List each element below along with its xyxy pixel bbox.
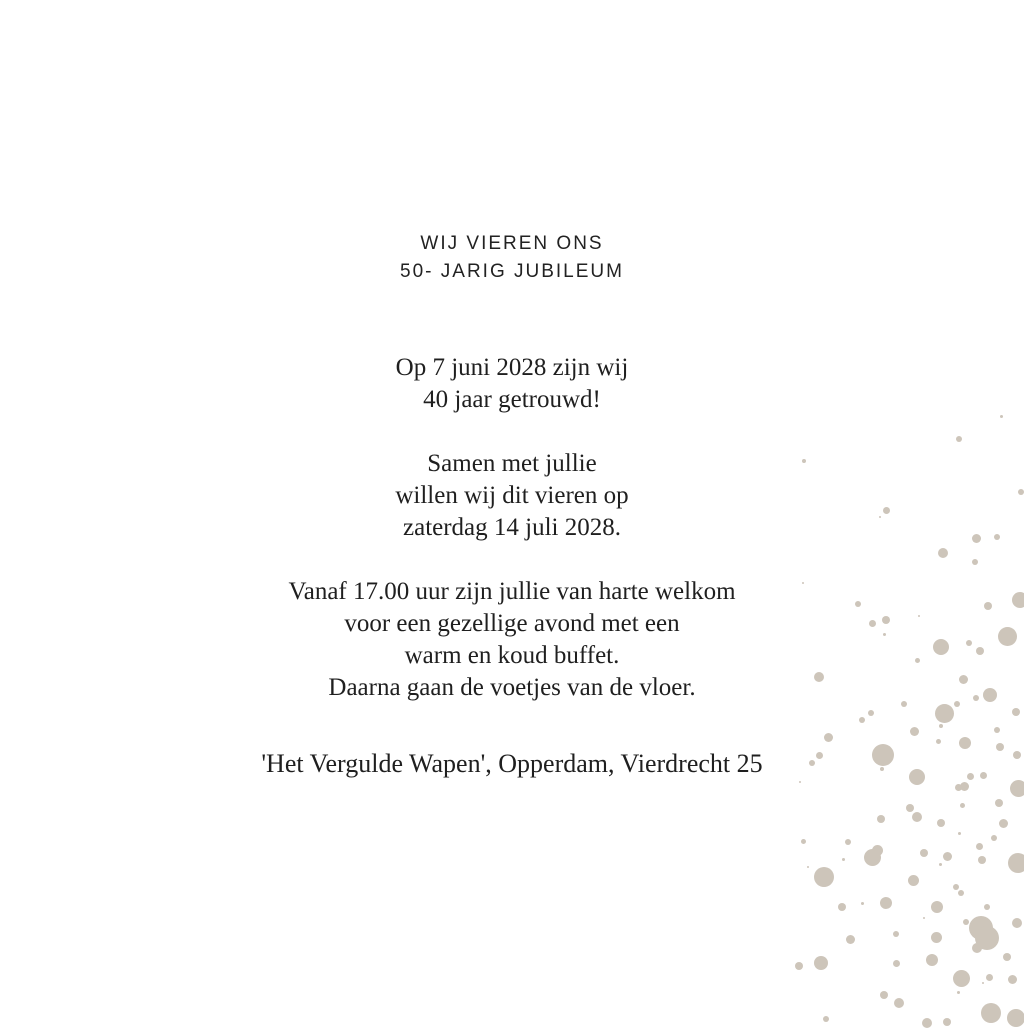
paragraph-line: Daarna gaan de voetjes van de vloer.: [0, 672, 1024, 704]
confetti-dot: [976, 843, 983, 850]
paragraph-line: willen wij dit vieren op: [0, 480, 1024, 512]
confetti-dot: [823, 1016, 829, 1022]
paragraph-line: zaterdag 14 juli 2028.: [0, 512, 1024, 544]
confetti-dot: [906, 804, 914, 812]
paragraph-celebration-date: [0, 448, 1024, 544]
paragraph-line: warm en koud buffet.: [0, 640, 1024, 672]
confetti-dot: [926, 954, 938, 966]
confetti-dot: [880, 991, 888, 999]
confetti-dot: [958, 890, 964, 896]
confetti-dot: [872, 845, 883, 856]
confetti-dot: [1008, 975, 1017, 984]
venue-address: 'Het Vergulde Wapen', Opperdam, Vierdrecht 25: [0, 749, 1024, 779]
confetti-dot: [1012, 918, 1022, 928]
confetti-dot: [969, 916, 993, 940]
confetti-dot: [1007, 1009, 1024, 1027]
confetti-dot: [922, 1018, 932, 1028]
confetti-dot: [943, 852, 952, 861]
confetti-dot: [801, 839, 806, 844]
confetti-dot: [920, 849, 928, 857]
confetti-dot: [937, 819, 945, 827]
confetti-dot: [838, 903, 846, 911]
confetti-dot: [960, 782, 969, 791]
confetti-dot: [1003, 953, 1011, 961]
paragraph-line: voor een gezellige avond met een: [0, 608, 1024, 640]
paragraph-line: Samen met jullie: [0, 448, 1024, 480]
confetti-dot: [972, 943, 982, 953]
confetti-dot: [923, 917, 925, 919]
confetti-dot: [814, 956, 828, 970]
confetti-dot: [1010, 780, 1024, 797]
confetti-dot: [845, 839, 851, 845]
confetti-dot: [864, 849, 881, 866]
confetti-dot: [960, 803, 965, 808]
paragraph-program: [0, 576, 1024, 704]
heading-line-2: 50- JARIG JUBILEUM: [0, 258, 1024, 286]
confetti-dot: [1008, 853, 1024, 873]
confetti-dot: [991, 835, 997, 841]
confetti-dot: [939, 863, 942, 866]
confetti-dot: [978, 856, 986, 864]
confetti-dot: [877, 815, 885, 823]
confetti-dot: [861, 902, 864, 905]
confetti-dot: [893, 931, 899, 937]
confetti-dot: [795, 962, 803, 970]
confetti-dot: [975, 926, 999, 950]
paragraph-line: Op 7 juni 2028 zijn wij: [0, 352, 1024, 384]
confetti-dot: [931, 901, 943, 913]
confetti-dot: [842, 858, 845, 861]
confetti-dot: [799, 781, 801, 783]
confetti-dot: [846, 935, 855, 944]
confetti-dot: [986, 974, 993, 981]
heading-line-1: WIJ VIEREN ONS: [0, 230, 1024, 258]
confetti-dot: [963, 919, 969, 925]
confetti-dot: [908, 875, 919, 886]
confetti-dot: [953, 884, 959, 890]
confetti-dot: [999, 819, 1008, 828]
confetti-dot: [955, 784, 962, 791]
confetti-dot: [957, 991, 960, 994]
confetti-dot: [953, 970, 970, 987]
confetti-dot: [931, 932, 942, 943]
confetti-dot: [995, 799, 1003, 807]
confetti-dot: [912, 812, 922, 822]
confetti-dot: [981, 1003, 1001, 1023]
paragraph-line: Vanaf 17.00 uur zijn jullie van harte welkom: [0, 576, 1024, 608]
confetti-dot: [982, 982, 984, 984]
confetti-dot: [958, 832, 961, 835]
paragraph-line: 40 jaar getrouwd!: [0, 384, 1024, 416]
confetti-dot: [807, 866, 809, 868]
confetti-dot: [943, 1018, 951, 1026]
confetti-dot: [984, 904, 990, 910]
paragraph-wedding-date: [0, 352, 1024, 416]
confetti-dot: [894, 998, 904, 1008]
confetti-dot: [880, 897, 892, 909]
card-heading: [0, 230, 1024, 286]
confetti-dot: [814, 867, 834, 887]
confetti-dot: [893, 960, 900, 967]
